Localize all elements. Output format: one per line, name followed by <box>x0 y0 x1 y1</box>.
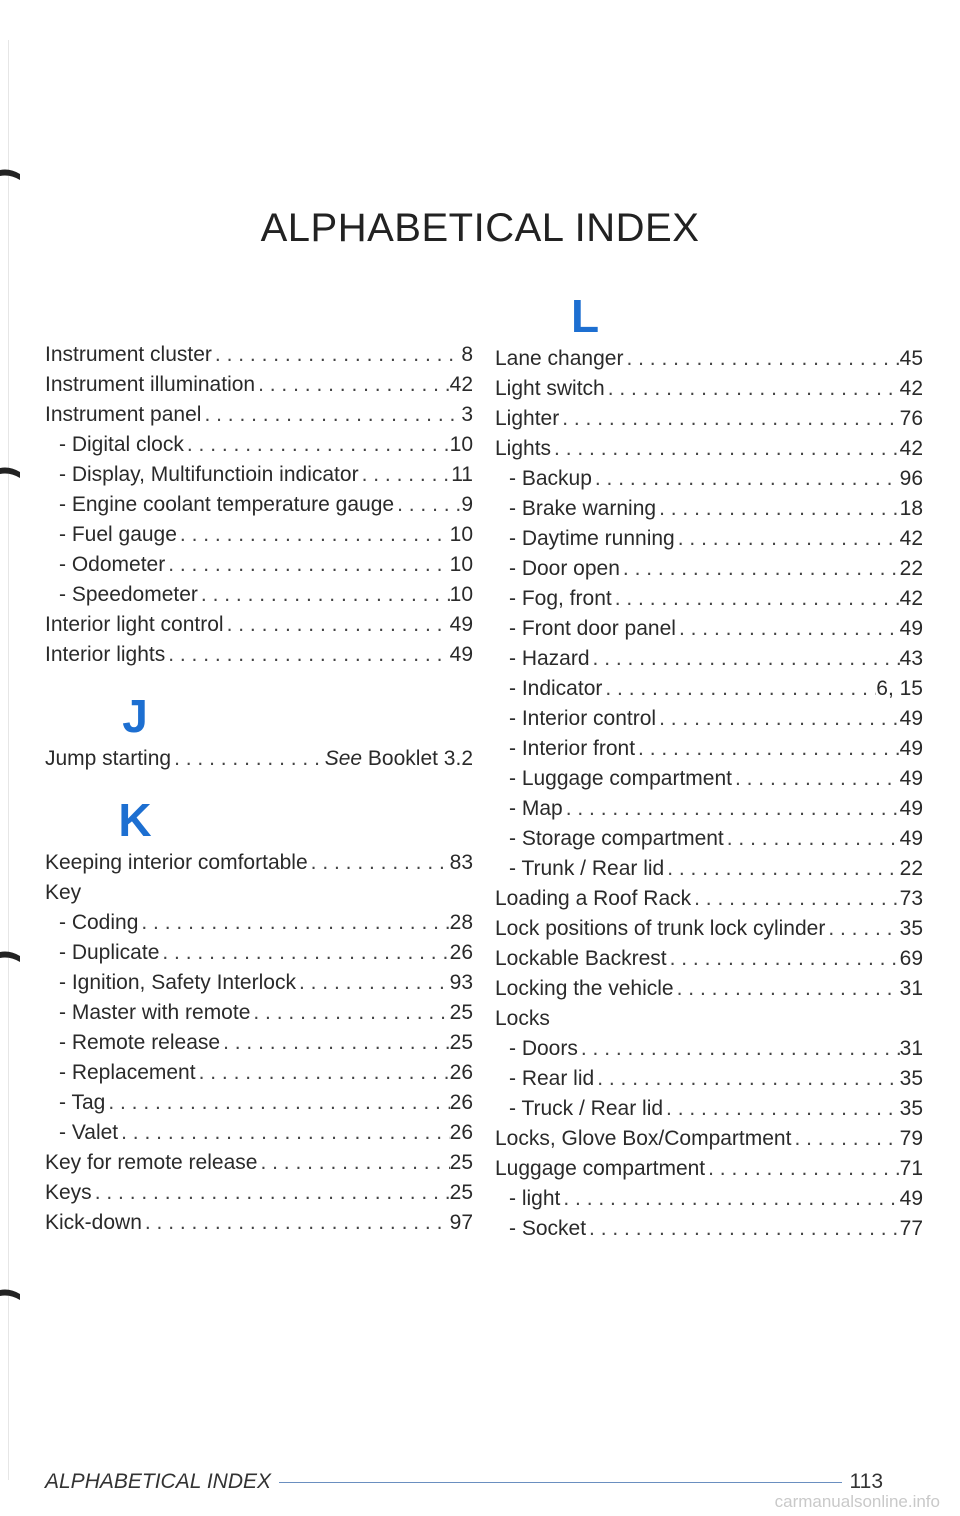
page-footer <box>45 1470 883 1494</box>
entry-term: - Indicator <box>509 677 603 700</box>
entry-term: Kick-down <box>45 1211 142 1234</box>
entry-page-number <box>900 946 923 972</box>
entry-term: - Master with remote <box>59 1001 251 1024</box>
page-ref: 9 <box>461 493 473 516</box>
entry-page-number <box>450 1000 473 1026</box>
entry-page-number <box>900 496 923 522</box>
entry-term: - Engine coolant temperature gauge <box>59 493 395 516</box>
index-entry <box>495 972 923 1002</box>
dot-leader <box>675 526 900 552</box>
entry-term: - Door open <box>509 557 620 580</box>
page-ref: 97 <box>449 1211 473 1234</box>
entry-page-number <box>900 1126 923 1152</box>
page-ref: 49 <box>449 613 473 636</box>
index-subentry <box>45 936 473 966</box>
entry-term: Instrument cluster <box>45 343 212 366</box>
entry-term: Key for remote release <box>45 1151 258 1174</box>
index-subentry <box>495 702 923 732</box>
entry-page-number <box>900 466 923 492</box>
page-ref: 26 <box>449 941 473 964</box>
entry-term: Keys <box>45 1181 92 1204</box>
entry-page-number <box>900 526 923 552</box>
entry-page-number <box>450 1150 473 1176</box>
entry-page-number <box>876 676 923 702</box>
entry-term: - Fuel gauge <box>59 523 177 546</box>
letter-section-k <box>45 794 473 1236</box>
entry-page-number <box>450 910 473 936</box>
entry-page-number <box>900 766 923 792</box>
entry-term: Locks <box>495 1007 550 1030</box>
page-ref: 43 <box>899 647 923 670</box>
entry-term: - Replacement <box>59 1061 196 1084</box>
entry-page-number <box>900 556 923 582</box>
index-subentry <box>495 1212 923 1242</box>
page-ref: 49 <box>899 707 923 730</box>
index-subentry <box>495 1032 923 1062</box>
dot-leader <box>165 642 449 668</box>
page-ref: 35 <box>899 917 923 940</box>
entry-page-number <box>900 1066 923 1092</box>
dot-leader <box>732 766 900 792</box>
page-ref: 3 <box>461 403 473 426</box>
entry-page-number <box>451 462 473 488</box>
entry-term: Interior lights <box>45 643 166 666</box>
section-letter-l: L <box>570 290 600 342</box>
index-entry <box>495 372 923 402</box>
entry-page-number <box>450 940 473 966</box>
index-subentry <box>45 1116 473 1146</box>
dot-leader <box>220 1030 450 1056</box>
tab-mark-icon <box>0 168 22 182</box>
entry-term: Locking the vehicle <box>495 977 674 1000</box>
entry-page-number <box>900 376 923 402</box>
entry-term: - Rear lid <box>509 1067 595 1090</box>
dot-leader <box>224 612 450 638</box>
dot-leader <box>198 582 450 608</box>
page-ref: 10 <box>449 583 473 606</box>
page-ref: 71 <box>899 1157 923 1180</box>
index-subentry <box>495 852 923 882</box>
dot-leader <box>257 1150 449 1176</box>
page-ref: 6, 15 <box>876 677 923 700</box>
dot-leader <box>118 1120 450 1146</box>
dot-leader <box>594 1066 899 1092</box>
dot-leader <box>563 796 900 822</box>
page-ref: 42 <box>899 377 923 400</box>
index-subentry <box>495 792 923 822</box>
index-subentry <box>495 552 923 582</box>
dot-leader <box>667 946 900 972</box>
entry-page-number <box>450 1030 473 1056</box>
dot-leader <box>691 886 900 912</box>
tab-mark-icon <box>0 1288 22 1302</box>
index-entry <box>495 402 923 432</box>
dot-leader <box>635 736 900 762</box>
entry-page-number <box>900 1096 923 1122</box>
see-reference: See <box>324 747 363 770</box>
dot-leader <box>605 376 900 402</box>
index-entry <box>495 1002 923 1032</box>
entry-term: - Odometer <box>59 553 166 576</box>
index-subentry <box>45 1026 473 1056</box>
dot-leader <box>724 826 900 852</box>
index-subentry <box>495 822 923 852</box>
entry-term: - Daytime running <box>509 527 675 550</box>
index-group-i <box>45 338 473 668</box>
dot-leader <box>212 342 461 368</box>
page-ref: 26 <box>449 1091 473 1114</box>
page-ref: 31 <box>899 1037 923 1060</box>
entry-page-number <box>900 796 923 822</box>
page-ref: 22 <box>899 557 923 580</box>
dot-leader <box>705 1156 900 1182</box>
entry-term: - Truck / Rear lid <box>509 1097 664 1120</box>
index-subentry <box>45 488 473 518</box>
dot-leader <box>623 346 899 372</box>
entry-term: - Doors <box>509 1037 578 1060</box>
page-margin-line <box>8 40 9 1480</box>
page-ref: 25 <box>449 1151 473 1174</box>
index-entry <box>495 432 923 462</box>
page-ref: 96 <box>899 467 923 490</box>
page-ref: 31 <box>899 977 923 1000</box>
page-ref: 25 <box>449 1001 473 1024</box>
dot-leader <box>612 586 900 612</box>
index-entry <box>45 742 473 772</box>
index-subentry <box>45 1056 473 1086</box>
index-column-right <box>495 290 923 1242</box>
entry-page-number <box>450 552 473 578</box>
entry-term: - Luggage compartment <box>509 767 732 790</box>
tab-mark-icon <box>0 950 22 964</box>
entry-page-number <box>900 616 923 642</box>
index-subentry <box>495 522 923 552</box>
dot-leader <box>602 676 876 702</box>
page-ref: 25 <box>449 1181 473 1204</box>
entry-term: - Digital clock <box>59 433 184 456</box>
entry-term: - Remote release <box>59 1031 221 1054</box>
entry-page-number <box>450 432 473 458</box>
page-ref: 42 <box>449 373 473 396</box>
index-subentry <box>45 428 473 458</box>
index-column-left <box>45 338 473 1236</box>
footer-page-number: 113 <box>849 1470 883 1493</box>
dot-leader <box>664 856 899 882</box>
page-ref: 8 <box>461 343 473 366</box>
footer-rule <box>279 1482 841 1483</box>
page-ref: 28 <box>449 911 473 934</box>
entry-term: - Interior front <box>509 737 636 760</box>
entry-term: Loading a Roof Rack <box>495 887 692 910</box>
entry-term: - Tag <box>59 1091 106 1114</box>
entry-page-number <box>900 856 923 882</box>
page-ref: 35 <box>899 1067 923 1090</box>
page-ref: Booklet 3.2 <box>367 747 473 770</box>
dot-leader <box>92 1180 450 1206</box>
entry-term: - light <box>509 1187 561 1210</box>
dot-leader <box>201 402 461 428</box>
index-subentry <box>45 906 473 936</box>
index-subentry <box>495 1182 923 1212</box>
entry-term: Light switch <box>495 377 605 400</box>
entry-page-number <box>900 1036 923 1062</box>
dot-leader <box>184 432 450 458</box>
dot-leader <box>138 910 449 936</box>
entry-term: Instrument illumination <box>45 373 256 396</box>
entry-page-number <box>900 1156 923 1182</box>
index-subentry <box>45 1086 473 1116</box>
entry-term: Lockable Backrest <box>495 947 667 970</box>
entry-term: - Coding <box>59 911 139 934</box>
index-subentry <box>45 518 473 548</box>
entry-term: - Map <box>509 797 563 820</box>
dot-leader <box>196 1060 450 1086</box>
entry-term: - Interior control <box>509 707 657 730</box>
dot-leader <box>296 970 450 996</box>
entry-term: Luggage compartment <box>495 1157 706 1180</box>
dot-leader <box>656 496 900 522</box>
entry-page-number <box>450 582 473 608</box>
entry-term: - Fog, front <box>509 587 612 610</box>
dot-leader <box>250 1000 449 1026</box>
index-subentry <box>495 672 923 702</box>
index-subentry <box>495 1092 923 1122</box>
entry-page-number <box>450 1060 473 1086</box>
index-entry <box>45 876 473 906</box>
entry-term: Lane changer <box>495 347 624 370</box>
entry-page-number <box>461 402 473 428</box>
entry-page-number <box>450 970 473 996</box>
page-ref: 49 <box>899 767 923 790</box>
entry-page-number <box>900 346 923 372</box>
index-subentry <box>495 762 923 792</box>
entry-term: - Front door panel <box>509 617 676 640</box>
index-entry <box>45 1176 473 1206</box>
dot-leader <box>791 1126 899 1152</box>
index-entry <box>45 1206 473 1236</box>
entry-page-number <box>900 976 923 1002</box>
entry-term: - Trunk / Rear lid <box>509 857 665 880</box>
page-ref: 93 <box>449 971 473 994</box>
entry-page-number <box>450 1120 473 1146</box>
dot-leader <box>674 976 900 1002</box>
dot-leader <box>590 646 900 672</box>
entry-page-number <box>450 522 473 548</box>
page-ref: 42 <box>899 527 923 550</box>
index-entry <box>45 338 473 368</box>
entry-page-number <box>900 586 923 612</box>
page-ref: 25 <box>449 1031 473 1054</box>
index-subentry <box>45 996 473 1026</box>
dot-leader <box>586 1216 900 1242</box>
entry-page-number <box>450 642 473 668</box>
entry-term: Interior light control <box>45 613 224 636</box>
index-entry <box>45 398 473 428</box>
index-group-k <box>45 846 473 1236</box>
entry-page-number <box>325 746 473 772</box>
index-subentry <box>495 582 923 612</box>
index-subentry <box>495 492 923 522</box>
dot-leader <box>620 556 900 582</box>
page-title: ALPHABETICAL INDEX <box>260 206 700 250</box>
entry-page-number <box>900 646 923 672</box>
index-entry <box>495 882 923 912</box>
entry-page-number <box>900 826 923 852</box>
page-ref: 73 <box>899 887 923 910</box>
entry-term: Lock positions of trunk lock cylinder <box>495 917 826 940</box>
dot-leader <box>255 372 450 398</box>
entry-page-number <box>900 1216 923 1242</box>
entry-page-number <box>461 492 473 518</box>
page-ref: 49 <box>449 643 473 666</box>
page-ref: 76 <box>899 407 923 430</box>
dot-leader <box>105 1090 449 1116</box>
entry-term: - Backup <box>509 467 592 490</box>
dot-leader <box>177 522 450 548</box>
letter-section-j <box>45 690 473 772</box>
section-letter-j: J <box>122 690 148 742</box>
dot-leader <box>559 406 899 432</box>
index-subentry <box>495 642 923 672</box>
dot-leader <box>551 436 900 462</box>
entry-term: - Display, Multifunctioin indicator <box>59 463 359 486</box>
dot-leader <box>359 462 452 488</box>
dot-leader <box>165 552 449 578</box>
entry-page-number <box>900 706 923 732</box>
entry-term: - Speedometer <box>59 583 198 606</box>
entry-page-number <box>461 342 473 368</box>
entry-term: - Ignition, Safety Interlock <box>59 971 296 994</box>
entry-term: Lights <box>495 437 552 460</box>
page-ref: 79 <box>899 1127 923 1150</box>
entry-page-number <box>900 886 923 912</box>
page-ref: 26 <box>449 1061 473 1084</box>
dot-leader <box>159 940 449 966</box>
entry-page-number <box>900 916 923 942</box>
entry-term: Keeping interior comfortable <box>45 851 308 874</box>
entry-page-number <box>900 436 923 462</box>
footer-title: ALPHABETICAL INDEX <box>45 1470 272 1493</box>
entry-term: - Valet <box>59 1121 119 1144</box>
entry-term: Locks, Glove Box/Compartment <box>495 1127 792 1150</box>
entry-page-number <box>450 1210 473 1236</box>
entry-term: Key <box>45 881 82 904</box>
tab-mark-icon <box>0 466 22 480</box>
page-ref: 22 <box>899 857 923 880</box>
entry-page-number <box>900 406 923 432</box>
watermark-text: carmanualsonline.info <box>774 1492 940 1511</box>
entry-page-number <box>450 1090 473 1116</box>
index-entry <box>45 608 473 638</box>
dot-leader <box>394 492 461 518</box>
dot-leader <box>308 850 450 876</box>
index-entry <box>45 368 473 398</box>
dot-leader <box>171 746 325 772</box>
entry-page-number <box>450 372 473 398</box>
entry-page-number <box>900 736 923 762</box>
dot-leader <box>142 1210 450 1236</box>
page-ref: 49 <box>899 617 923 640</box>
index-entry <box>45 638 473 668</box>
page-ref: 42 <box>899 587 923 610</box>
entry-term: - Duplicate <box>59 941 160 964</box>
index-entry <box>495 1122 923 1152</box>
entry-page-number <box>450 612 473 638</box>
dot-leader <box>663 1096 900 1122</box>
index-entry <box>495 912 923 942</box>
index-group-j <box>45 742 473 772</box>
index-subentry <box>495 1062 923 1092</box>
dot-leader <box>656 706 900 732</box>
index-entry <box>45 1146 473 1176</box>
entry-term: - Brake warning <box>509 497 657 520</box>
index-subentry <box>45 966 473 996</box>
entry-term: - Socket <box>509 1217 587 1240</box>
entry-page-number <box>900 1186 923 1212</box>
dot-leader <box>676 616 900 642</box>
page-ref: 49 <box>899 737 923 760</box>
entry-term: Instrument panel <box>45 403 202 426</box>
index-subentry <box>45 458 473 488</box>
dot-leader <box>825 916 899 942</box>
page-ref: 18 <box>899 497 923 520</box>
index-group-l <box>495 342 923 1242</box>
index-subentry <box>495 732 923 762</box>
index-entry <box>495 942 923 972</box>
index-subentry <box>45 548 473 578</box>
index-subentry <box>495 612 923 642</box>
index-subentry <box>45 578 473 608</box>
dot-leader <box>578 1036 900 1062</box>
index-entry <box>495 1152 923 1182</box>
page-ref: 69 <box>899 947 923 970</box>
section-letter-k: K <box>118 794 152 846</box>
page-ref: 35 <box>899 1097 923 1120</box>
page-ref: 10 <box>449 553 473 576</box>
page-ref: 83 <box>449 851 473 874</box>
page-ref: 49 <box>899 797 923 820</box>
index-entry <box>45 846 473 876</box>
page-ref: 49 <box>899 1187 923 1210</box>
dot-leader <box>560 1186 899 1212</box>
entry-page-number <box>450 850 473 876</box>
entry-term: - Hazard <box>509 647 590 670</box>
entry-page-number <box>450 1180 473 1206</box>
index-entry <box>495 342 923 372</box>
entry-term: - Storage compartment <box>509 827 724 850</box>
page-ref: 11 <box>451 463 473 486</box>
page-ref: 10 <box>449 433 473 456</box>
page-ref: 45 <box>899 347 923 370</box>
page-ref: 77 <box>899 1217 923 1240</box>
dot-leader <box>592 466 900 492</box>
entry-term: Lighter <box>495 407 560 430</box>
index-subentry <box>495 462 923 492</box>
page-ref: 49 <box>899 827 923 850</box>
page-ref: 26 <box>449 1121 473 1144</box>
page-ref: 42 <box>899 437 923 460</box>
page-ref: 10 <box>449 523 473 546</box>
entry-term: Jump starting <box>45 747 172 770</box>
